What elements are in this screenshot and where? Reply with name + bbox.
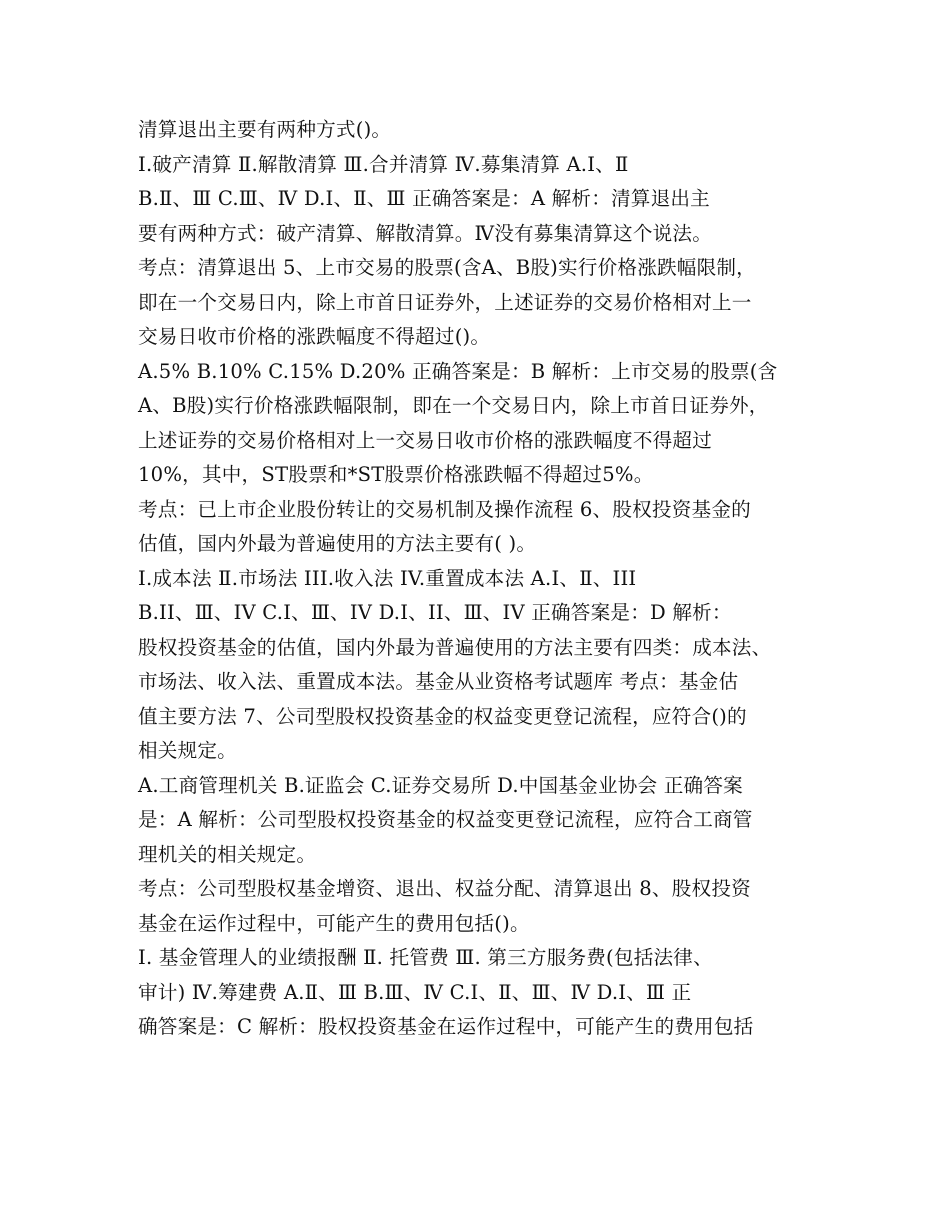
text-line: 交易日收市价格的涨跌幅度不得超过()。 [138, 325, 491, 348]
text-line: Ⅰ.成本法 Ⅱ.市场法 III.收入法 IV.重置成本法 A.I、Ⅱ、III [138, 566, 637, 590]
text-line: 值主要方法 7、公司型股权投资基金的权益变更登记流程，应符合()的 [138, 704, 747, 728]
text-line: 市场法、收入法、重置成本法。基金从业资格考试题库 考点：基金估 [138, 670, 739, 693]
text-line: 估值，国内外最为普遍使用的方法主要有( )。 [138, 532, 537, 555]
text-line: B.Ⅱ、Ⅲ C.Ⅲ、Ⅳ D.Ⅰ、Ⅱ、Ⅲ 正确答案是：A 解析：清算退出主 [138, 187, 710, 210]
text-line: 即在一个交易日内，除上市首日证券外，上述证券的交易价格相对上一 [138, 290, 752, 314]
text-line: 基金在运作过程中，可能产生的费用包括()。 [138, 911, 530, 935]
text-line: 要有两种方式：破产清算、解散清算。Ⅳ没有募集清算这个说法。 [138, 221, 712, 245]
text-line: 相关规定。 [138, 739, 237, 762]
text-line: 理机关的相关规定。 [138, 842, 317, 866]
text-line: 清算退出主要有两种方式()。 [138, 118, 392, 141]
text-line: Ⅰ. 基金管理人的业绩报酬 Ⅱ. 托管费 Ⅲ. 第三方服务费(包括法律、 [138, 946, 713, 969]
text-line: 审计) Ⅳ.筹建费 A.Ⅱ、Ⅲ B.Ⅲ、Ⅳ C.Ⅰ、Ⅱ、Ⅲ、Ⅳ D.Ⅰ、Ⅲ 正 [138, 980, 692, 1004]
document-body [138, 113, 828, 1045]
text-line: 上述证券的交易价格相对上一交易日收市价格的涨跌幅度不得超过 [138, 428, 713, 452]
text-line: A、B股)实行价格涨跌幅限制，即在一个交易日内，除上市首日证券外， [138, 394, 769, 417]
text-line: Ⅰ.破产清算 Ⅱ.解散清算 Ⅲ.合并清算 Ⅳ.募集清算 A.Ⅰ、Ⅱ [138, 152, 629, 176]
text-line: 考点：清算退出 5、上市交易的股票(含A、B股)实行价格涨跌幅限制， [138, 256, 756, 279]
text-line: A.工商管理机关 B.证监会 C.证券交易所 D.中国基金业协会 正确答案 [138, 773, 743, 797]
text-line: 是：A 解析：公司型股权投资基金的权益变更登记流程，应符合工商管 [138, 808, 753, 831]
text-line: 股权投资基金的估值，国内外最为普遍使用的方法主要有四类：成本法、 [138, 635, 772, 659]
text-line: A.5% B.10% C.15% D.20% 正确答案是：B 解析：上市交易的股票(含 [138, 359, 778, 383]
text-line: 10%，其中，ST股票和*ST股票价格涨跌幅不得超过5%。 [138, 463, 654, 486]
text-line: 考点：公司型股权基金增资、退出、权益分配、清算退出 8、股权投资 [138, 877, 751, 900]
text-line: 考点：已上市企业股份转让的交易机制及操作流程 6、股权投资基金的 [138, 497, 751, 521]
text-line: B.II、Ⅲ、IV C.I、Ⅲ、IV D.I、II、Ⅲ、IV 正确答案是：D 解析： [138, 601, 732, 624]
text-line: 确答案是：C 解析：股权投资基金在运作过程中，可能产生的费用包括 [138, 1015, 754, 1038]
